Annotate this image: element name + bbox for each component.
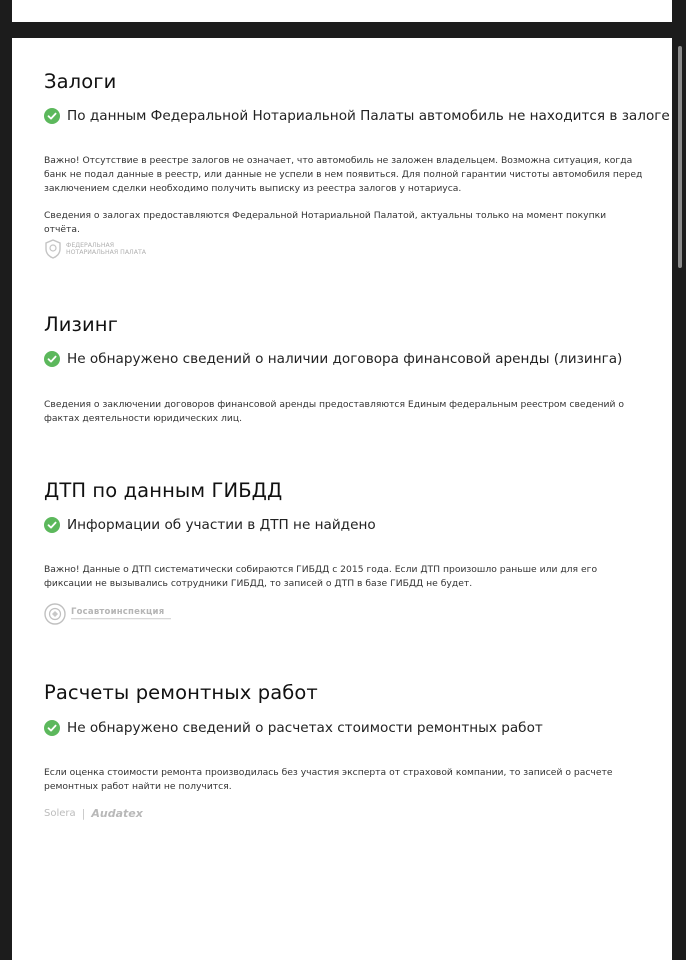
note-text: Если оценка стоимости ремонта производилась без участия эксперта от страховой компании, то записей о расчете ремонтных работ найти не получится. [44,767,613,792]
status-line [44,720,543,736]
note-text: Важно! Отсутствие в реестре залогов не означает, что автомобиль не заложен владельцем. Возможна ситуация, когда банк не подал данные в реестр, или данные не успели в нем появиться. Для полной гарантии чистоты автомобиля перед заключением сделки необходимо получить выписку из реестра залогов у нотариуса. [44,155,643,194]
check-icon [44,517,60,533]
emblem-icon [44,239,62,259]
status-line [44,517,376,533]
logo-subtitle-lines [71,617,171,622]
logo-separator: | [81,807,86,820]
avito-watermark [580,922,660,946]
logo-text: ФЕДЕРАЛЬНАЯ НОТАРИАЛЬНАЯ ПАЛАТА [66,242,146,256]
scrollbar-thumb[interactable] [678,46,682,268]
audatex-logo-text: Audatex [91,807,143,820]
section-pledges [44,70,670,256]
previous-card [12,0,672,22]
section-title: Расчеты ремонтных работ [44,681,318,704]
note-text: Важно! Данные о ДТП систематически собираются ГИБДД с 2015 года. Если ДТП произошло раньше или для его фиксации не вызывались сотрудники ГИБДД, то записей о ДТП в базе ГИБДД не будет. [44,564,598,589]
section-title: Залоги [44,70,117,93]
status-text: Не обнаружено сведений о наличии договора финансовой аренды (лизинга) [67,351,623,367]
status-line [44,351,622,367]
avito-dots-icon [580,922,608,946]
gibdd-logo [44,603,171,625]
note-text: Сведения о заключении договоров финансовой аренды предоставляются Единым федеральным реестром сведений о фактах деятельности юридических лиц. [44,399,625,424]
check-icon [44,720,60,736]
note-text: Сведения о залогах предоставляются Федеральной Нотариальной Палатой, актуальны только на момент покупки отчёта. [44,210,607,235]
solera-logo-text: Solera [44,808,76,819]
status-line [44,108,670,124]
section-title: Лизинг [44,313,118,336]
status-text: Не обнаружено сведений о расчетах стоимости ремонтных работ [67,720,543,736]
gibdd-emblem-icon [44,603,66,625]
notary-chamber-logo [44,239,146,259]
solera-audatex-logo [44,807,143,820]
status-text: Информации об участии в ДТП не найдено [67,517,376,533]
check-icon [44,108,60,124]
status-text: По данным Федеральной Нотариальной Палаты автомобиль не находится в залоге [67,108,670,124]
check-icon [44,351,60,367]
section-repair-estimates [44,681,644,820]
logo-title: Госавтоинспекция [71,606,165,617]
section-leasing [44,313,644,424]
section-accidents [44,479,644,617]
section-title: ДТП по данным ГИБДД [44,479,283,502]
watermark-text: Avito [612,923,661,945]
